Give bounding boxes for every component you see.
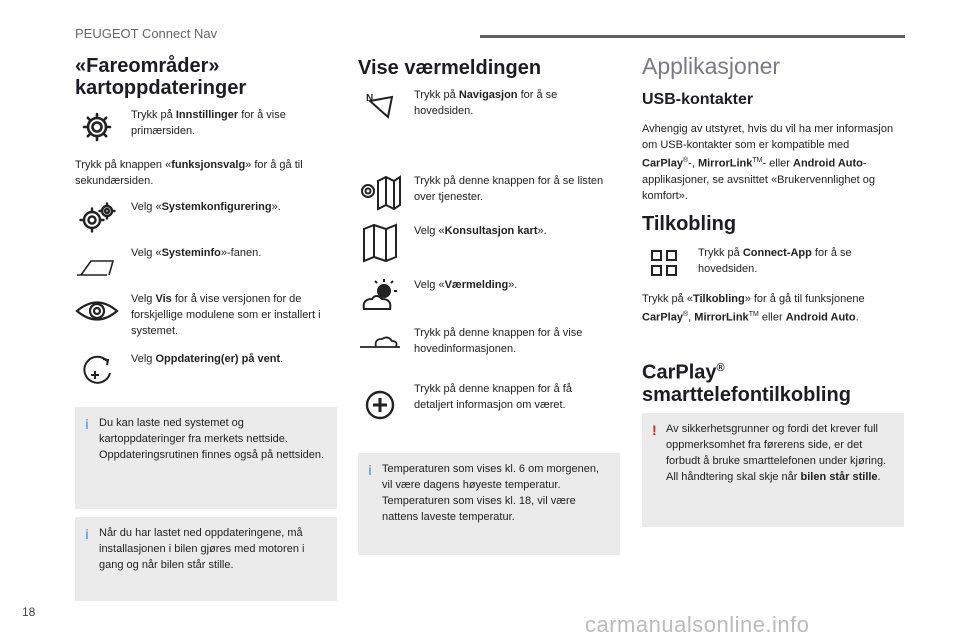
info-icon: i <box>368 462 372 478</box>
section-title-tilkobling: Tilkobling <box>642 213 737 235</box>
svg-text:N: N <box>366 93 374 104</box>
step-text: Trykk på denne knappen for å få detaljert informasjon om været. <box>414 383 572 411</box>
section-title-fareomrader <box>75 55 337 99</box>
tab-icon <box>75 245 119 285</box>
weather-bar-icon <box>358 325 402 365</box>
title-line2: kartoppdateringer <box>75 77 247 99</box>
paragraph-function-select: Trykk på knappen «funksjonsvalg» for å gå til sekundærsiden. <box>75 159 303 187</box>
gears-icon <box>75 199 119 239</box>
info-note-temperature <box>358 453 620 555</box>
note-text: Temperaturen som vises kl. 6 om morgenen, vil være dagens høyeste temperatur. Temperaturen som vises kl. 18, vil være nattens laveste temperatur. <box>382 463 600 523</box>
warning-icon: ! <box>652 422 657 438</box>
warning-note-smartphone <box>642 413 904 527</box>
step-text: Velg «Værmelding». <box>414 279 518 291</box>
section-title-carplay: CarPlay® smarttelefontilkobling <box>642 361 851 406</box>
subtitle-usb: USB-kontakter <box>642 91 754 108</box>
info-note-download <box>75 407 337 509</box>
gear-icon <box>75 107 119 147</box>
info-note-install <box>75 517 337 601</box>
section-title-applications: Applikasjoner <box>642 53 781 79</box>
column-applications <box>642 53 904 483</box>
navigation-icon <box>358 87 402 127</box>
step-text: Trykk på Connect-App for å se hovedsiden. <box>698 247 852 275</box>
page-header-title: PEUGEOT Connect Nav <box>75 26 218 41</box>
column-fareomrader <box>75 55 337 571</box>
page-number: 18 <box>22 605 36 619</box>
header-bar <box>480 35 905 38</box>
info-icon: i <box>85 416 89 432</box>
plus-circle-icon <box>358 381 402 421</box>
note-text: Du kan laste ned systemet og kartoppdateringer fra merkets nettside. Oppdateringsrutinen finnes også på nettsiden. <box>99 417 325 461</box>
info-icon: i <box>85 526 89 542</box>
usb-paragraph: Avhengig av utstyret, hvis du vil ha mer informasjon om USB-kontakter som er kompatible med CarPlay®-, MirrorLink™- eller Android Auto-applikasjoner, se avsnittet «Brukervennlighet og komfort». <box>642 123 894 202</box>
tilkobling-paragraph: Trykk på «Tilkobling» for å gå til funksjonene CarPlay®, MirrorLink™ eller Android Auto. <box>642 293 865 324</box>
title-line1: «Fareområder» <box>75 55 220 77</box>
weather-icon <box>358 277 402 317</box>
note-text: Når du har lastet ned oppdateringene, må installasjonen i bilen gjøres med motoren i gang og når bilen står stille. <box>99 527 305 571</box>
step-text: Velg Oppdatering(er) på vent. <box>131 353 284 365</box>
step-text: Trykk på Navigasjon for å se hovedsiden. <box>414 89 558 117</box>
eye-icon <box>75 291 119 331</box>
watermark: carmanualsonline.info <box>585 612 810 637</box>
step-text: Trykk på denne knappen for å se listen over tjenester. <box>414 175 604 203</box>
step-text: Velg «Systeminfo»-fanen. <box>131 247 262 259</box>
column-weather <box>358 55 620 523</box>
update-icon <box>75 351 119 391</box>
step-text: Velg Vis for å vise versjonen for de forskjellige modulene som er installert i systemet. <box>131 293 321 337</box>
step-text: Velg «Konsultasjon kart». <box>414 225 547 237</box>
step-text: Velg «Systemkonfigurering». <box>131 201 281 213</box>
map-icon <box>358 223 402 263</box>
apps-grid-icon <box>642 245 686 285</box>
warning-text: Av sikkerhetsgrunner og fordi det krever full oppmerksomhet fra førerens side, er det forbudt å bruke smarttelefonen under kjøring. All håndtering skal skje når bilen står stille. <box>666 423 887 483</box>
step-text: Trykk på denne knappen for å vise hovedinformasjonen. <box>414 327 583 355</box>
step-text: Trykk på Innstillinger for å vise primærsiden. <box>131 109 286 137</box>
map-settings-icon <box>358 173 402 213</box>
section-title-weather: Vise værmeldingen <box>358 57 542 79</box>
